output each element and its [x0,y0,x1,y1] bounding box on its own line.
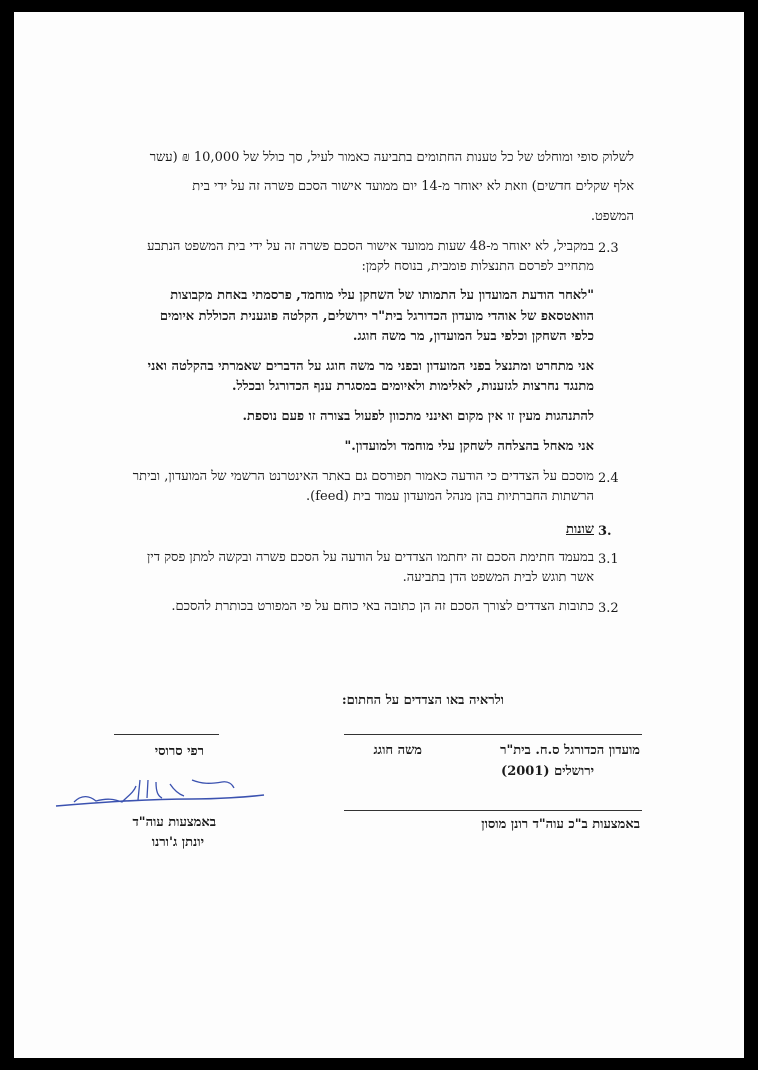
paragraph-3-1-line-1: במעמד חתימת הסכם זה יחתמו הצדדים על הודעה על הסכם פשרה ובקשה למתן פסק דין [146,550,594,565]
paragraph-2-3-line-2: מתחייב לפרסם התנצלות פומבית, בנוסח לקמן: [361,259,594,274]
club-name-line-1: מועדון הכדורגל ס.ח. בית"ר [500,743,640,758]
paragraph-3-1-line-2: אשר תוגש לבית המשפט הדן בתביעה. [402,570,594,585]
paragraph-2-4-line-1: מוסכם על הצדדים כי הודעה כאמור תפורסם גם באתר האינטרנט הרשמי של המועדון, וביתר [132,469,594,484]
quote-line-4: אני מתחרט ומתנצל בפני המועדון ובפני מר משה חוגג על הדברים שאמרתי בהקלטה ואני [147,359,594,374]
club-name-line-2: ירושלים (2001) [501,764,594,779]
left-attorney-name: יונתן ג'ורנו [151,835,204,850]
section-3-title: שונות [565,522,594,537]
paragraph-2-3-line-1: במקביל, לא יאוחר מ-48 שעות ממועד אישור הסכם פשרה זה על ידי בית המשפט הנתבע [147,239,594,254]
signatures-heading: ולראיה באו הצדדים על החתום: [341,693,504,708]
paragraph-2-2-line-3: המשפט. [590,209,634,224]
paragraph-3-2-line-1: כתובות הצדדים לצורך הסכם זה הן כתובה באי כוחם על פי המפורט בכותרת להסכם. [171,599,594,614]
paragraph-2-2-line-2: אלף שקלים חדשים) וזאת לא יאוחר מ-14 יום ממועד אישור הסכם פשרה זה על ידי בית [192,179,634,194]
paragraph-2-2-line-1: לשלוק סופי ומוחלט של כל טענות החתומים בתביעה כאמור לעיל, סך כולל של 10,000 ₪ (עשר [149,150,634,165]
paragraph-2-4-line-2: הרשתות החברתיות בהן מנהל המועדון עמוד בית (feed). [306,489,594,504]
quote-line-7: אני מאחל בהצלחה לשחקן עלי מוחמד ולמועדון." [344,439,594,454]
quote-line-3: כלפי השחקן וכלפי בעל המועדון, מר משה חוגג. [352,329,594,344]
document-page [14,12,744,1058]
left-signatory-name: רפי סרוסי [154,744,204,759]
left-signature-line-top [114,734,219,735]
left-attorney-label: באמצעות עוה"ד [132,815,216,830]
handwritten-signature [52,772,267,814]
right-signature-line-top [344,734,642,735]
section-3-number: 3. [598,524,612,539]
paragraph-3-1-number: 3.1 [598,552,619,567]
paragraph-3-2-number: 3.2 [598,601,619,616]
paragraph-2-3-number: 2.3 [598,241,619,256]
quote-line-2: הוואטסאפ של אוהדי מועדון הכדורגל בית"ר ירושלים, הקלטה פוגענית הכוללת איומים [159,309,594,324]
quote-line-1: "לאחר הודעת המועדון על התמותו של השחקן עלי מוחמד, פרסמתי באחת מקבוצות [170,288,594,303]
paragraph-2-4-number: 2.4 [598,471,619,486]
right-attorney-label: באמצעות ב"כ עוה"ד רונן מוסון [481,817,640,832]
club-owner-name: משה חוגג [373,743,422,758]
right-signature-line-bottom [344,810,642,811]
quote-line-6: להתנהגות מעין זו אין מקום ואינני מתכוון לפעול בצורה זו פעם נוספת. [242,409,594,424]
quote-line-5: מתנגד נחרצות לגזענות, לאלימות ולאיומים במסגרת ענף הכדורגל ובכלל. [231,379,594,394]
